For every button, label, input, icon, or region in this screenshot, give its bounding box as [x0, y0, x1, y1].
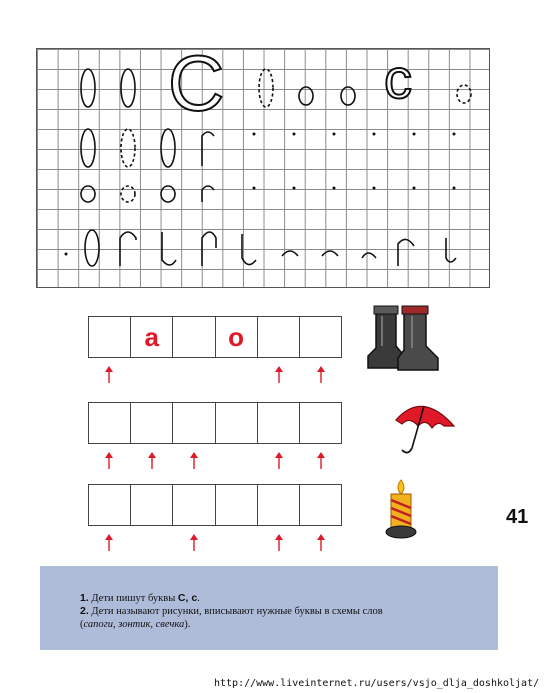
letter-element [322, 251, 338, 256]
up-arrow-icon [274, 366, 284, 384]
instruction-line-3: (сапоги, зонтик, свечка). [80, 619, 191, 630]
letter-element [362, 253, 376, 258]
traced-letter [299, 87, 313, 105]
scheme-cell[interactable] [216, 403, 258, 443]
scheme-cell[interactable] [173, 485, 215, 525]
up-arrow-icon [316, 452, 326, 470]
instruction-line-1: 1. Дети пишут буквы С, с. [80, 592, 200, 604]
instruction-line-2: 2. Дети называют рисунки, вписывают нужные буквы в схемы слов [80, 605, 383, 617]
up-arrow-icon [104, 534, 114, 552]
letter-element [398, 239, 414, 266]
scheme-cell[interactable] [89, 317, 131, 357]
letter-element [282, 251, 298, 256]
footer-url: http://www.liveinternet.ru/users/vsjo_dlja_doshkoljat/ [214, 678, 540, 689]
candle-picture [384, 478, 418, 542]
word-scheme-umbrella [88, 402, 342, 444]
up-arrow-icon [189, 534, 199, 552]
traced-letter [81, 186, 95, 202]
page-number: 41 [506, 506, 529, 528]
word-scheme-boots [88, 316, 342, 358]
umbrella-picture [392, 396, 458, 458]
scheme-cell[interactable] [258, 485, 300, 525]
scheme-cell[interactable] [300, 485, 341, 525]
up-arrow-icon [274, 452, 284, 470]
scheme-cell[interactable] [131, 403, 173, 443]
scheme-cell[interactable]: о [216, 317, 258, 357]
up-arrow-icon [104, 452, 114, 470]
up-arrow-icon [316, 366, 326, 384]
letter-element [202, 232, 216, 266]
instruction-box [40, 566, 498, 650]
boots-picture [362, 302, 444, 374]
scheme-cell[interactable] [216, 485, 258, 525]
scheme-cell[interactable] [89, 403, 131, 443]
dotted-letter [259, 69, 273, 107]
dotted-letter [457, 85, 471, 103]
scheme-cell[interactable] [89, 485, 131, 525]
scheme-cell[interactable] [300, 403, 341, 443]
traced-letter [341, 87, 355, 105]
dotted-letter [121, 186, 135, 202]
up-arrow-icon [147, 452, 157, 470]
traced-letter [161, 186, 175, 202]
scheme-cell[interactable] [258, 317, 300, 357]
dotted-letter [121, 129, 135, 167]
traced-letter [85, 230, 99, 266]
capital-letter-outline: С [168, 39, 225, 127]
traced-letter [81, 129, 95, 167]
letter-element [446, 238, 456, 262]
traced-letter [121, 69, 135, 107]
up-arrow-icon [104, 366, 114, 384]
letter-tracing-overlay [36, 39, 490, 288]
letter-element [120, 232, 136, 266]
scheme-cell[interactable] [258, 403, 300, 443]
letter-element [202, 186, 214, 202]
up-arrow-icon [189, 452, 199, 470]
scheme-cell[interactable]: а [131, 317, 173, 357]
traced-letter [81, 69, 95, 107]
letter-element [162, 232, 176, 265]
scheme-cell[interactable] [173, 403, 215, 443]
up-arrow-icon [316, 534, 326, 552]
up-arrow-icon [274, 534, 284, 552]
letter-element [242, 234, 256, 265]
scheme-cell[interactable] [300, 317, 341, 357]
traced-letter [161, 129, 175, 167]
scheme-cell[interactable] [131, 485, 173, 525]
word-scheme-candle [88, 484, 342, 526]
scheme-cell[interactable] [173, 317, 215, 357]
small-letter-outline: с [384, 47, 412, 110]
letter-element [202, 132, 214, 166]
